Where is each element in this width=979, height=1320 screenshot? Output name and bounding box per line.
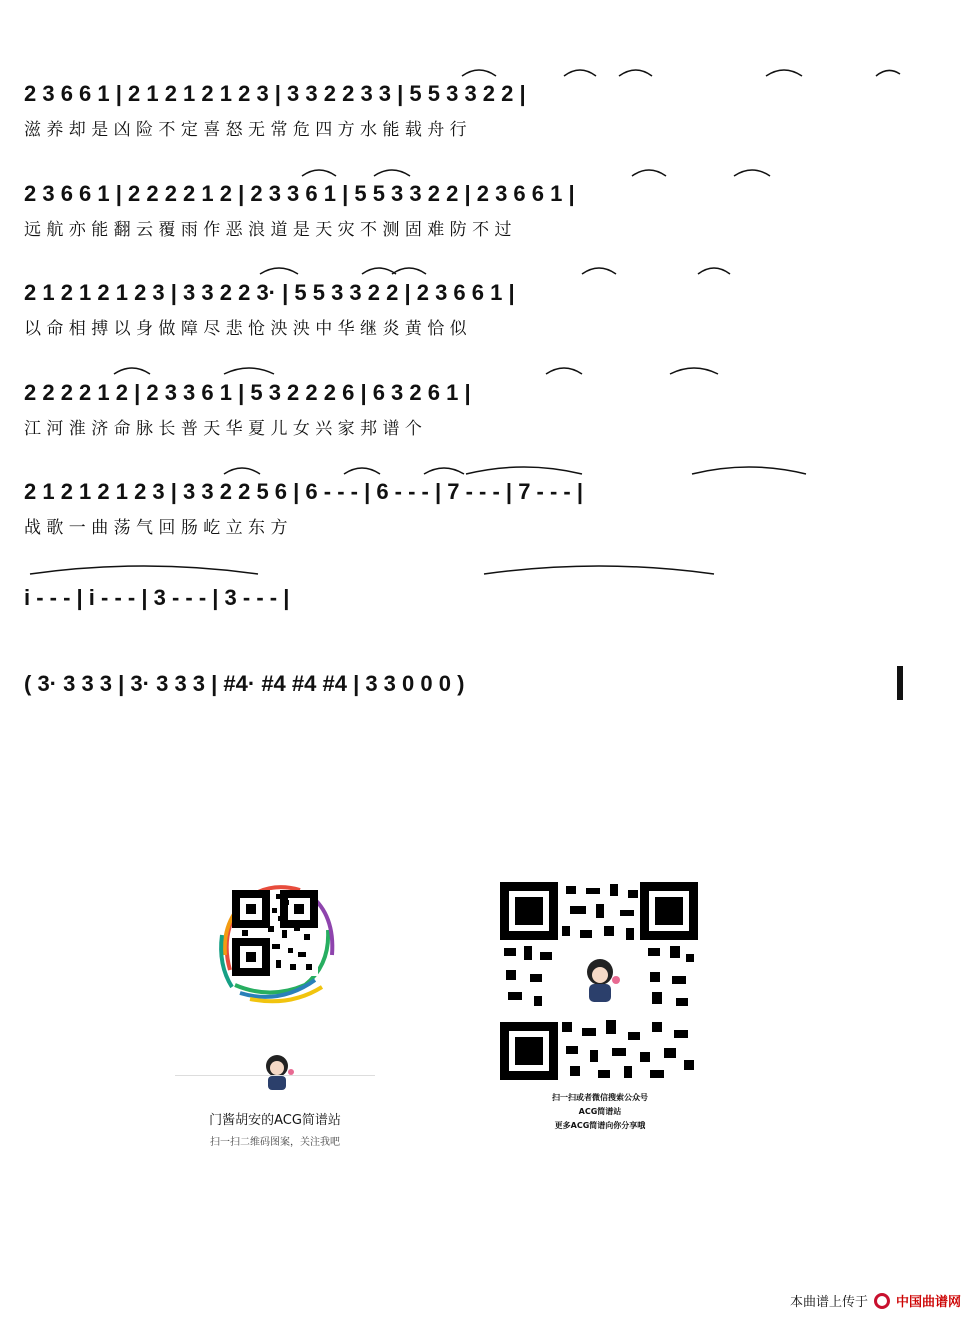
right-promo-line2: ACG简谱站 bbox=[578, 1107, 622, 1116]
notation-row: ( 3· 3 3 3 | 3· 3 3 3 | #4· #4 #4 #4 | 3 3 0 0 0 ) bbox=[24, 671, 465, 696]
left-promo-subtitle: 扫一扫二维码图案，关注我吧 bbox=[210, 1137, 340, 1148]
score-line-4 bbox=[24, 375, 904, 439]
notation-row: i - - - | i - - - | 3 - - - | 3 - - - | bbox=[24, 585, 290, 610]
qr-code-icon[interactable] bbox=[232, 890, 318, 976]
lyrics-row: 滋 养 却 是 凶 险 不 定 喜 怒 无 常 危 四 方 水 能 载 舟 行 bbox=[24, 119, 467, 140]
lyrics-row: 远 航 亦 能 翻 云 覆 雨 作 恶 浪 道 是 天 灾 不 测 固 难 防 不 过 bbox=[24, 219, 512, 240]
qr-code-icon[interactable] bbox=[500, 882, 698, 1080]
final-barline bbox=[897, 666, 903, 700]
site-logo-icon bbox=[874, 1293, 890, 1309]
right-promo-line3: 更多ACG简谱向你分享哦 bbox=[554, 1121, 646, 1130]
right-promo-line1: 扫一扫或者微信搜索公众号 bbox=[552, 1093, 648, 1102]
right-promo bbox=[500, 882, 700, 1142]
notation-row: 2 1 2 1 2 1 2 3 | 3 3 2 2 3· | 5 5 3 3 2 2 | 2 3 6 6 1 | bbox=[24, 280, 515, 305]
anime-avatar-icon bbox=[574, 954, 626, 1006]
lyrics-row: 以 命 相 搏 以 身 做 障 尽 悲 怆 泱 泱 中 华 继 炎 黄 恰 似 bbox=[24, 318, 467, 339]
score-line-1 bbox=[24, 76, 904, 140]
upload-text: 本曲谱上传于 bbox=[789, 1295, 868, 1310]
notation-row: 2 3 6 6 1 | 2 1 2 1 2 1 2 3 | 3 3 2 2 3 3 | 5 5 3 3 2 2 | bbox=[24, 81, 526, 106]
left-promo bbox=[175, 875, 375, 1155]
lyrics-row: 江 河 淮 济 命 脉 长 普 天 华 夏 儿 女 兴 家 邦 谱 个 bbox=[24, 418, 422, 439]
score-line-5 bbox=[24, 474, 904, 538]
site-link[interactable]: 中国曲谱网 bbox=[895, 1295, 961, 1310]
divider bbox=[175, 1075, 375, 1076]
score-line-2 bbox=[24, 176, 904, 240]
lyrics-row: 战 歌 一 曲 荡 气 回 肠 屹 立 东 方 bbox=[24, 517, 288, 538]
notation-row: 2 3 6 6 1 | 2 2 2 2 1 2 | 2 3 3 6 1 | 5 5 3 3 2 2 | 2 3 6 6 1 | bbox=[24, 181, 575, 206]
notation-row: 2 2 2 2 1 2 | 2 3 3 6 1 | 5 3 2 2 2 6 | 6 3 2 6 1 | bbox=[24, 380, 471, 405]
score-line-3 bbox=[24, 275, 904, 339]
score-line-7 bbox=[24, 666, 904, 702]
notation-row: 2 1 2 1 2 1 2 3 | 3 3 2 2 5 6 | 6 - - - | 6 - - - | 7 - - - | 7 - - - | bbox=[24, 479, 584, 504]
slur-marks bbox=[24, 66, 904, 666]
footer bbox=[790, 1291, 961, 1310]
left-promo-title: 门酱胡安的ACG简谱站 bbox=[209, 1113, 341, 1128]
anime-avatar-icon bbox=[255, 1050, 299, 1094]
score-line-6 bbox=[24, 580, 904, 616]
